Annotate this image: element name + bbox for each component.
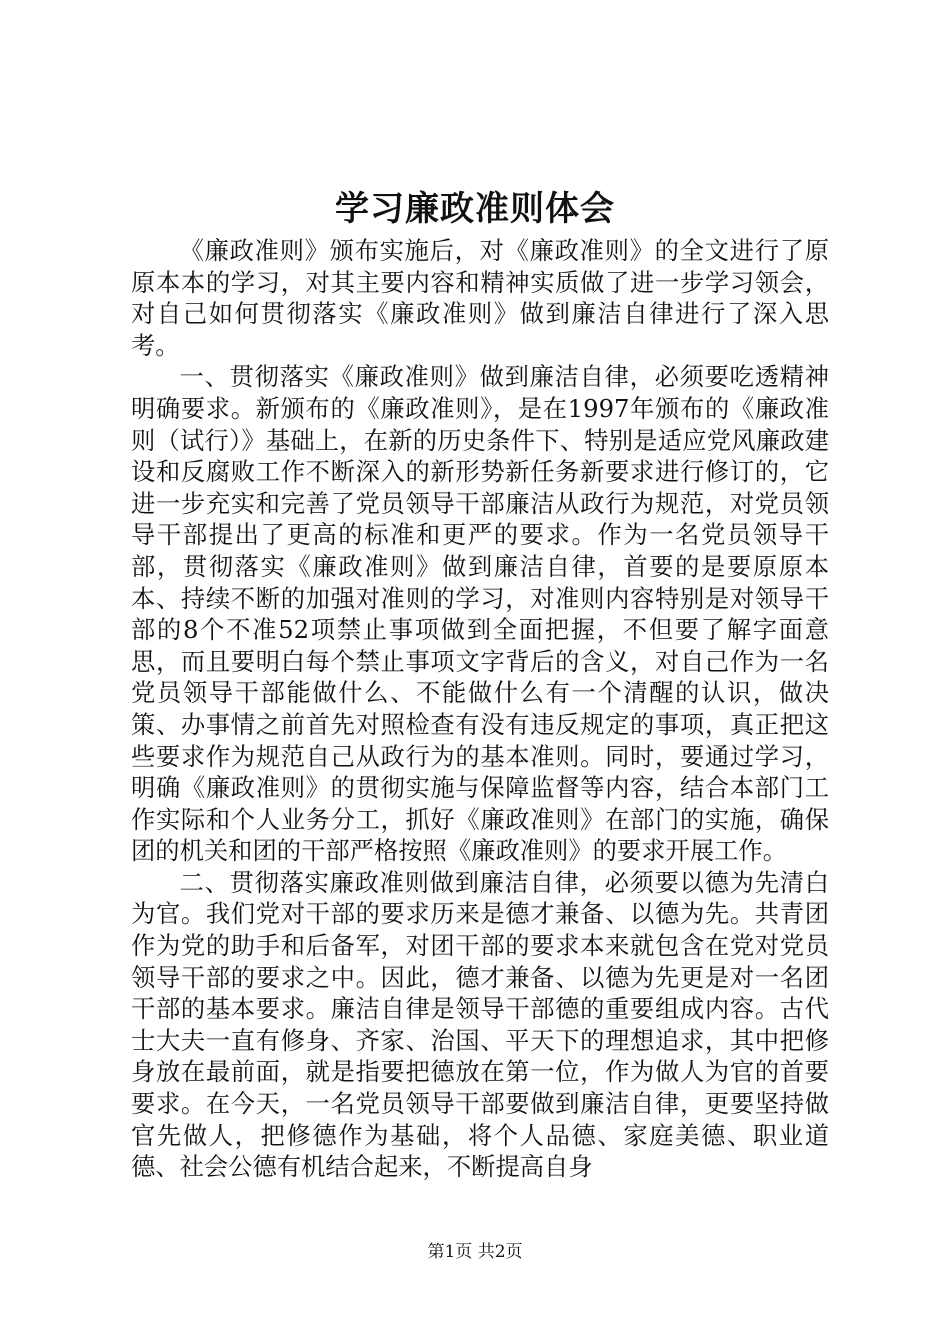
paragraph-section-one: 一、贯彻落实《廉政准则》做到廉洁自律，必须要吃透精神明确要求。新颁布的《廉政准则》，是在1997年颁布的《廉政准则（试行）》基础上，在新的历史条件下、特别是适应党风廉政建设和反腐败工作不断深入的新形势新任务新要求进行修订的，它进一步充实和完善了党员领导干部廉洁从政行为规范，对党员领导干部提出了更高的标准和更严的要求。作为一名党员领导干部，贯彻落实《廉政准则》做到廉洁自律，首要的是要原原本本、持续不断的加强对准则的学习，对准则内容特别是对领导干部的8个不准52项禁止事项做到全面把握，不但要了解字面意思，而且要明白每个禁止事项文字背后的含义，对自己作为一名党员领导干部能做什么、不能做什么有一个清醒的认识，做决策、办事情之前首先对照检查有没有违反规定的事项，真正把这些要求作为规范自己从政行为的基本准则。同时，要通过学习，明确《廉政准则》的贯彻实施与保障监督等内容，结合本部门工作实际和个人业务分工，抓好《廉政准则》在部门的实施，确保团的机关和团的干部严格按照《廉政准则》的要求开展工作。 bbox=[131, 362, 829, 866]
paragraph-section-two: 二、贯彻落实廉政准则做到廉洁自律，必须要以德为先清白为官。我们党对干部的要求历来是德才兼备、以德为先。共青团作为党的助手和后备军，对团干部的要求本来就包含在党对党员领导干部的要求之中。因此，德才兼备、以德为先更是对一名团干部的基本要求。廉洁自律是领导干部德的重要组成内容。古代士大夫一直有修身、齐家、治国、平天下的理想追求，其中把修身放在最前面，就是指要把德放在第一位，作为做人为官的首要要求。在今天，一名党员领导干部要做到廉洁自律，更要坚持做官先做人，把修德作为基础，将个人品德、家庭美德、职业道德、社会公德有机结合起来，不断提高自身 bbox=[131, 867, 829, 1182]
document-title: 学习廉政准则体会 bbox=[335, 189, 615, 229]
paragraph-intro: 《廉政准则》颁布实施后，对《廉政准则》的全文进行了原原本本的学习，对其主要内容和精神实质做了进一步学习领会，对自己如何贯彻落实《廉政准则》做到廉洁自律进行了深入思考。 bbox=[131, 236, 829, 360]
page-number-footer: 第1页 共2页 bbox=[427, 1242, 523, 1262]
document-body bbox=[131, 235, 829, 1183]
